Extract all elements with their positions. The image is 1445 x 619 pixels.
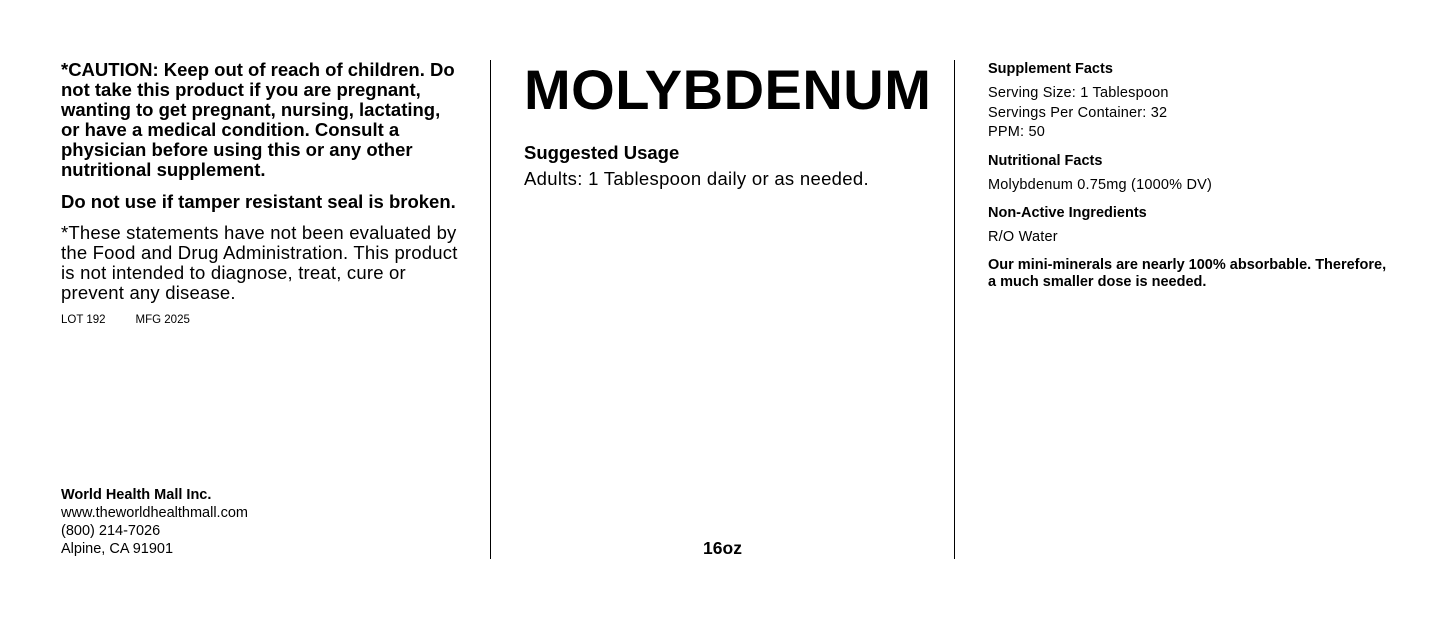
lot-number: LOT 192 <box>61 314 106 326</box>
ppm-value: PPM: 50 <box>988 124 1046 140</box>
caution-text: *CAUTION: Keep out of reach of children. Do not take this product if you are pregnant, wanting to get pregnant, nursing, lactating, or have a medical condition. Consult a physician before using this or any other nutritional supplement. <box>61 59 455 180</box>
non-active-line: R/O Water <box>988 229 1058 245</box>
company-info <box>61 486 248 558</box>
divider-right <box>954 60 955 559</box>
company-name: World Health Mall Inc. <box>61 487 212 503</box>
company-address: Alpine, CA 91901 <box>61 541 174 557</box>
warnings-column <box>61 60 461 560</box>
usage-text: Adults: 1 Tablespoon daily or as needed. <box>524 168 869 189</box>
product-title: MOLYBDENUM <box>524 58 932 121</box>
nutritional-facts-heading: Nutritional Facts <box>988 152 1103 169</box>
divider-left <box>490 60 491 559</box>
company-website: www.theworldhealthmall.com <box>61 505 248 521</box>
non-active-heading: Non-Active Ingredients <box>988 205 1147 221</box>
mfg-year: MFG 2025 <box>135 314 190 326</box>
facts-column <box>988 60 1408 291</box>
servings-per-container: Servings Per Container: 32 <box>988 104 1168 121</box>
product-size: 16oz <box>703 538 742 558</box>
lot-mfg-line <box>61 314 461 326</box>
nutritional-line: Molybdenum 0.75mg (1000% DV) <box>988 176 1213 193</box>
product-column <box>524 60 944 560</box>
usage-heading: Suggested Usage <box>524 142 680 163</box>
supplement-facts-heading: Supplement Facts <box>988 61 1113 77</box>
fda-disclaimer: *These statements have not been evaluated by the Food and Drug Administration. This product is not intended to diagnose, treat, cure or prevent any disease. <box>61 222 458 303</box>
absorbability-tagline: Our mini-minerals are nearly 100% absorbable. Therefore, a much smaller dose is needed. <box>988 256 1387 290</box>
tamper-warning: Do not use if tamper resistant seal is broken. <box>61 191 456 212</box>
serving-size: Serving Size: 1 Tablespoon <box>988 85 1169 101</box>
company-phone: (800) 214-7026 <box>61 523 161 539</box>
